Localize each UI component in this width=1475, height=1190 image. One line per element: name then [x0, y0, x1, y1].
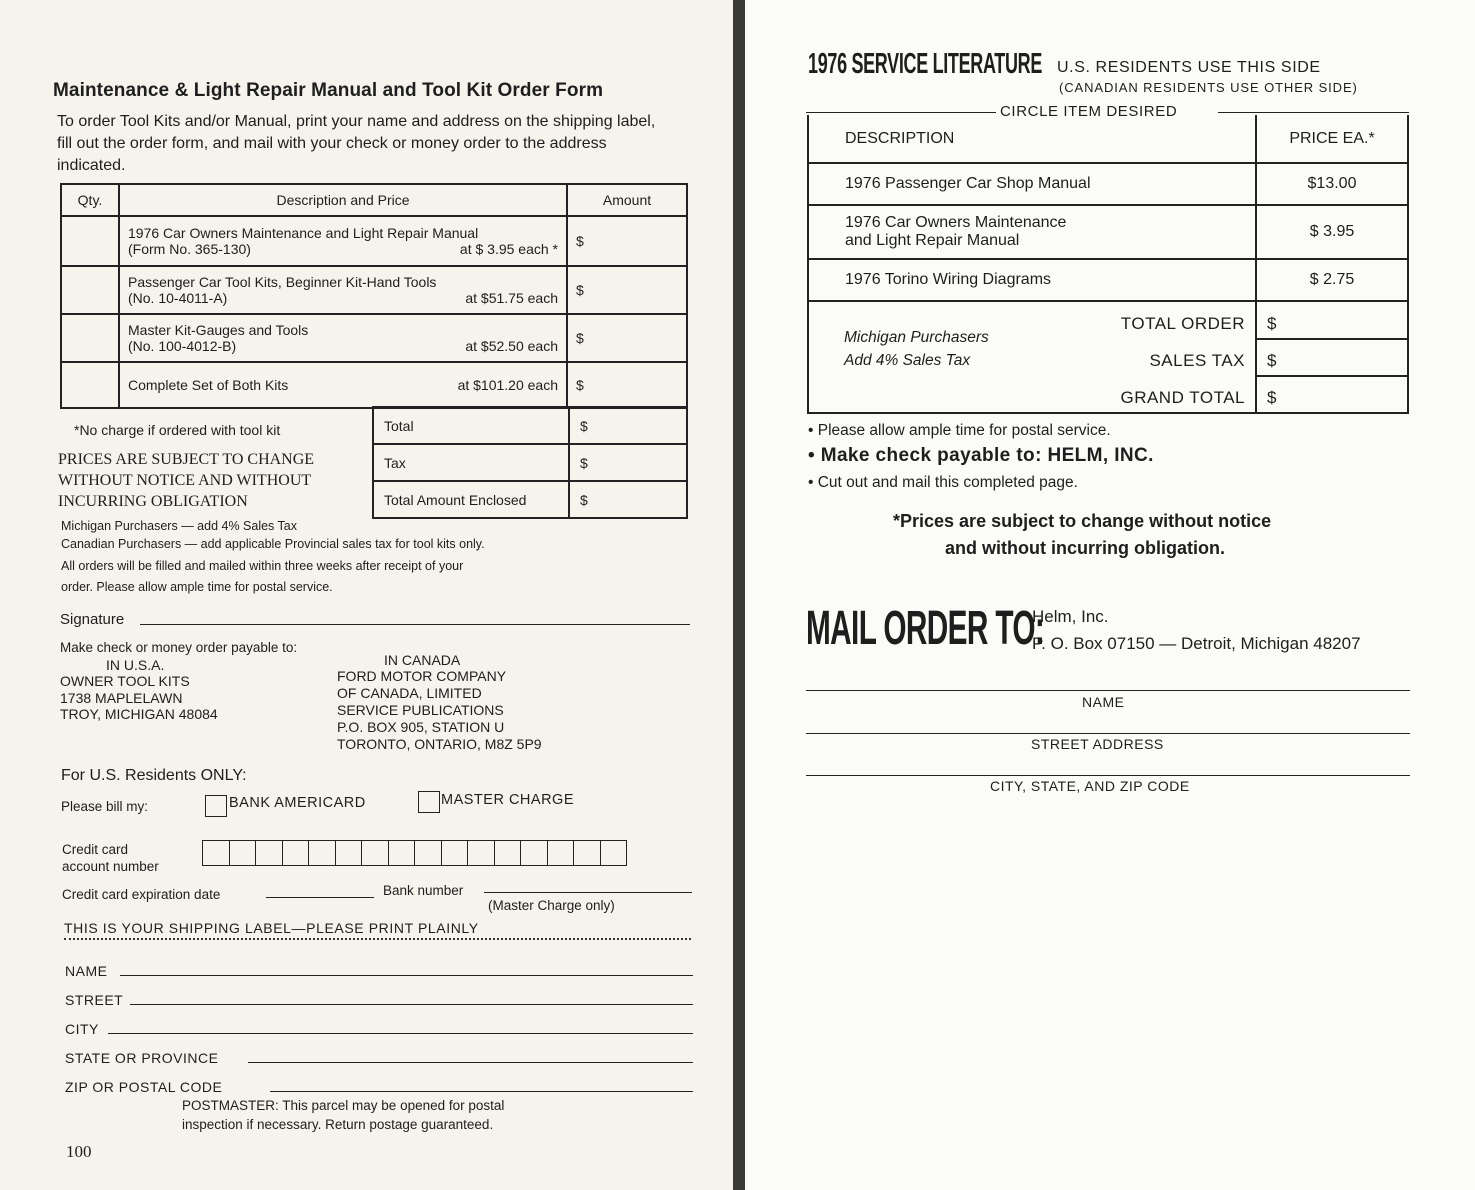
- enclosed-amount-cell[interactable]: $: [569, 481, 687, 518]
- totals-row: [808, 301, 1408, 413]
- bank-americard-checkbox[interactable]: [205, 795, 227, 817]
- description-cell: [119, 362, 567, 408]
- description-header: Description and Price: [119, 184, 567, 216]
- signature-line[interactable]: [140, 624, 690, 625]
- total-label: Total: [373, 407, 569, 444]
- table-row: [61, 266, 687, 314]
- item-price: at $101.20 each: [457, 377, 558, 393]
- bullet-payable: • Make check payable to: HELM, INC.: [808, 445, 1154, 466]
- michigan-note: Michigan Purchasers — add 4% Sales Tax: [61, 519, 297, 533]
- street-label: STREET ADDRESS: [1031, 736, 1164, 752]
- prices-notice-2: WITHOUT NOTICE AND WITHOUT: [58, 472, 312, 489]
- item-number: (No. 100-4012-B): [128, 338, 237, 354]
- payable-label: Make check or money order payable to:: [60, 640, 298, 655]
- amount-cell[interactable]: $: [567, 314, 687, 362]
- expiration-label: Credit card expiration date: [62, 887, 221, 902]
- price-header: PRICE EA.*: [1256, 115, 1408, 163]
- amount-cell[interactable]: $: [567, 266, 687, 314]
- description-cell: [119, 314, 567, 362]
- ship-street-line[interactable]: [130, 1004, 693, 1005]
- circle-rule-right: [1218, 112, 1409, 113]
- item-price: $13.00: [1256, 163, 1408, 205]
- grand-total-label: GRAND TOTAL: [1120, 388, 1245, 407]
- amount-header: Amount: [567, 184, 687, 216]
- us-side-label: U.S. RESIDENTS USE THIS SIDE: [1057, 59, 1321, 76]
- usa-address-1: IN U.S.A.: [106, 657, 165, 673]
- table-row: [373, 444, 687, 481]
- left-page: [0, 0, 733, 1190]
- amount-cell[interactable]: $: [567, 362, 687, 408]
- item-name: 1976 Car Owners Maintenance and Light Repair Manual: [128, 225, 479, 241]
- order-form-intro: To order Tool Kits and/or Manual, print your name and address on the shipping label, fill out the order form, and mail with your check or money order to the address indicated.: [57, 113, 656, 174]
- item-number: (No. 10-4011-A): [128, 290, 228, 306]
- shipping-label-header: THIS IS YOUR SHIPPING LABEL—PLEASE PRINT PLAINLY: [64, 920, 479, 936]
- canada-address-3: OF CANADA, LIMITED: [337, 685, 482, 701]
- canada-address-6: TORONTO, ONTARIO, M8Z 5P9: [337, 736, 542, 752]
- delivery-note-1: All orders will be filled and mailed within three weeks after receipt of your: [61, 559, 464, 573]
- bullet-cutout: • Cut out and mail this completed page.: [808, 474, 1078, 491]
- total-amount-cell[interactable]: $: [569, 407, 687, 444]
- delivery-note-2: order. Please allow ample time for postal service.: [61, 580, 333, 594]
- mail-order-label: MAIL ORDER TO:: [806, 602, 1045, 655]
- bullet-text: Please allow ample time for postal service.: [817, 422, 1111, 439]
- bank-number-note: (Master Charge only): [488, 898, 615, 913]
- table-row: [373, 481, 687, 518]
- usa-address-4: TROY, MICHIGAN 48084: [60, 706, 218, 722]
- item-price: $ 3.95: [1256, 205, 1408, 259]
- service-table: [807, 115, 1409, 414]
- canada-address-1: IN CANADA: [384, 652, 461, 668]
- order-form-title: Maintenance & Light Repair Manual and Tool Kit Order Form: [53, 80, 604, 101]
- totals-labels-cell: [808, 301, 1256, 413]
- table-row: [61, 314, 687, 362]
- prices-notice-3: INCURRING OBLIGATION: [58, 493, 248, 510]
- postmaster-note-2: inspection if necessary. Return postage guaranteed.: [182, 1117, 494, 1132]
- signature-label: Signature: [60, 611, 125, 628]
- table-row: [61, 362, 687, 408]
- sales-tax-amount[interactable]: $: [1267, 351, 1277, 370]
- amount-cell[interactable]: $: [567, 216, 687, 266]
- price-note-1: *Prices are subject to change without notice: [893, 511, 1272, 531]
- canada-address-4: SERVICE PUBLICATIONS: [337, 702, 504, 718]
- total-order-amount[interactable]: $: [1267, 314, 1277, 333]
- master-charge-checkbox[interactable]: [418, 791, 440, 813]
- bank-americard-label: BANK AMERICARD: [229, 795, 366, 811]
- ship-city-label: CITY: [65, 1021, 99, 1037]
- postmaster-note-1: POSTMASTER: This parcel may be opened for postal: [182, 1098, 505, 1113]
- totals-table: [372, 406, 688, 519]
- city-label: CITY, STATE, AND ZIP CODE: [990, 778, 1190, 794]
- circle-item-label: CIRCLE ITEM DESIRED: [1000, 103, 1178, 120]
- amount-divider: [1257, 375, 1407, 377]
- description-cell: [119, 266, 567, 314]
- bill-label: Please bill my:: [61, 799, 149, 814]
- qty-cell[interactable]: [61, 266, 119, 314]
- table-row[interactable]: [808, 259, 1408, 301]
- item-description-line: and Light Repair Manual: [845, 232, 1020, 249]
- item-price: at $51.75 each: [465, 290, 558, 306]
- qty-cell[interactable]: [61, 314, 119, 362]
- bullet-text: Make check payable to: HELM, INC.: [820, 445, 1154, 466]
- ship-zip-line[interactable]: [270, 1091, 693, 1092]
- item-description: 1976 Passenger Car Shop Manual: [808, 163, 1256, 205]
- description-header: DESCRIPTION: [808, 115, 1256, 163]
- sales-tax-label: SALES TAX: [1149, 351, 1245, 370]
- cc-number-boxes[interactable]: [202, 840, 627, 866]
- order-table: [60, 183, 688, 409]
- michigan-tax-note: Add 4% Sales Tax: [844, 352, 971, 369]
- item-name: Passenger Car Tool Kits, Beginner Kit-Hand Tools: [128, 274, 437, 290]
- canada-address-5: P.O. BOX 905, STATION U: [337, 719, 505, 735]
- tax-amount-cell[interactable]: $: [569, 444, 687, 481]
- mail-name: Helm, Inc.: [1032, 607, 1109, 626]
- service-literature-heading: 1976 SERVICE LITERATURE: [808, 48, 1043, 80]
- ship-state-line[interactable]: [248, 1062, 693, 1063]
- ship-street-label: STREET: [65, 992, 124, 1008]
- item-description-line: 1976 Car Owners Maintenance: [845, 214, 1067, 231]
- enclosed-label: Total Amount Enclosed: [373, 481, 569, 518]
- table-row[interactable]: [808, 205, 1408, 259]
- street-line[interactable]: [806, 733, 1410, 734]
- ship-state-label: STATE OR PROVINCE: [65, 1050, 219, 1066]
- circle-rule-left: [806, 112, 996, 113]
- usa-address-3: 1738 MAPLELAWN: [60, 690, 183, 706]
- order-table-header: [61, 184, 687, 216]
- item-description: [808, 205, 1256, 259]
- qty-cell[interactable]: [61, 362, 119, 408]
- mail-address: P. O. Box 07150 — Detroit, Michigan 48207: [1032, 634, 1361, 653]
- table-row: [373, 407, 687, 444]
- grand-total-amount[interactable]: $: [1267, 388, 1277, 407]
- description-cell: [119, 216, 567, 266]
- no-charge-note: *No charge if ordered with tool kit: [74, 422, 281, 438]
- prices-notice-1: PRICES ARE SUBJECT TO CHANGE: [58, 451, 315, 468]
- item-number: (Form No. 365-130): [128, 241, 251, 257]
- item-name: Complete Set of Both Kits: [128, 377, 289, 393]
- item-price: $ 2.75: [1256, 259, 1408, 301]
- table-row: [61, 216, 687, 266]
- michigan-purchasers: Michigan Purchasers: [844, 329, 989, 346]
- city-line[interactable]: [806, 775, 1410, 776]
- expiration-line[interactable]: [266, 897, 374, 898]
- ship-name-label: NAME: [65, 963, 108, 979]
- cut-line: [64, 938, 691, 940]
- cc-label-1: Credit card: [62, 842, 129, 857]
- total-order-label: TOTAL ORDER: [1120, 314, 1245, 333]
- item-description: 1976 Torino Wiring Diagrams: [808, 259, 1256, 301]
- ship-city-line[interactable]: [108, 1033, 693, 1034]
- page-number: 100: [66, 1142, 92, 1161]
- item-price: at $ 3.95 each *: [459, 241, 558, 257]
- name-line[interactable]: [806, 690, 1410, 691]
- canadian-note: Canadian Purchasers — add applicable Provincial sales tax for tool kits only.: [61, 537, 485, 551]
- service-table-header: [808, 115, 1408, 163]
- bank-number-label: Bank number: [383, 883, 464, 898]
- ship-name-line[interactable]: [120, 975, 693, 976]
- bullet-postal: • Please allow ample time for postal service.: [808, 422, 1111, 439]
- table-row[interactable]: [808, 163, 1408, 205]
- canada-address-2: FORD MOTOR COMPANY: [337, 668, 507, 684]
- master-charge-label: MASTER CHARGE: [441, 792, 574, 808]
- bank-number-line[interactable]: [484, 892, 692, 893]
- totals-amounts-cell: [1256, 301, 1408, 413]
- item-name: Master Kit-Gauges and Tools: [128, 322, 309, 338]
- item-price: at $52.50 each: [465, 338, 558, 354]
- tax-label: Tax: [373, 444, 569, 481]
- cc-label-2: account number: [62, 859, 159, 874]
- amount-divider: [1257, 338, 1407, 340]
- bullet-text: Cut out and mail this completed page.: [817, 474, 1078, 491]
- qty-cell[interactable]: [61, 216, 119, 266]
- canadian-side-label: (CANADIAN RESIDENTS USE OTHER SIDE): [1059, 80, 1358, 95]
- name-label: NAME: [1082, 694, 1125, 710]
- price-note-2: and without incurring obligation.: [945, 538, 1225, 558]
- usa-address-2: OWNER TOOL KITS: [60, 673, 190, 689]
- qty-header: Qty.: [61, 184, 119, 216]
- ship-zip-label: ZIP OR POSTAL CODE: [65, 1079, 223, 1095]
- us-residents-label: For U.S. Residents ONLY:: [61, 767, 247, 784]
